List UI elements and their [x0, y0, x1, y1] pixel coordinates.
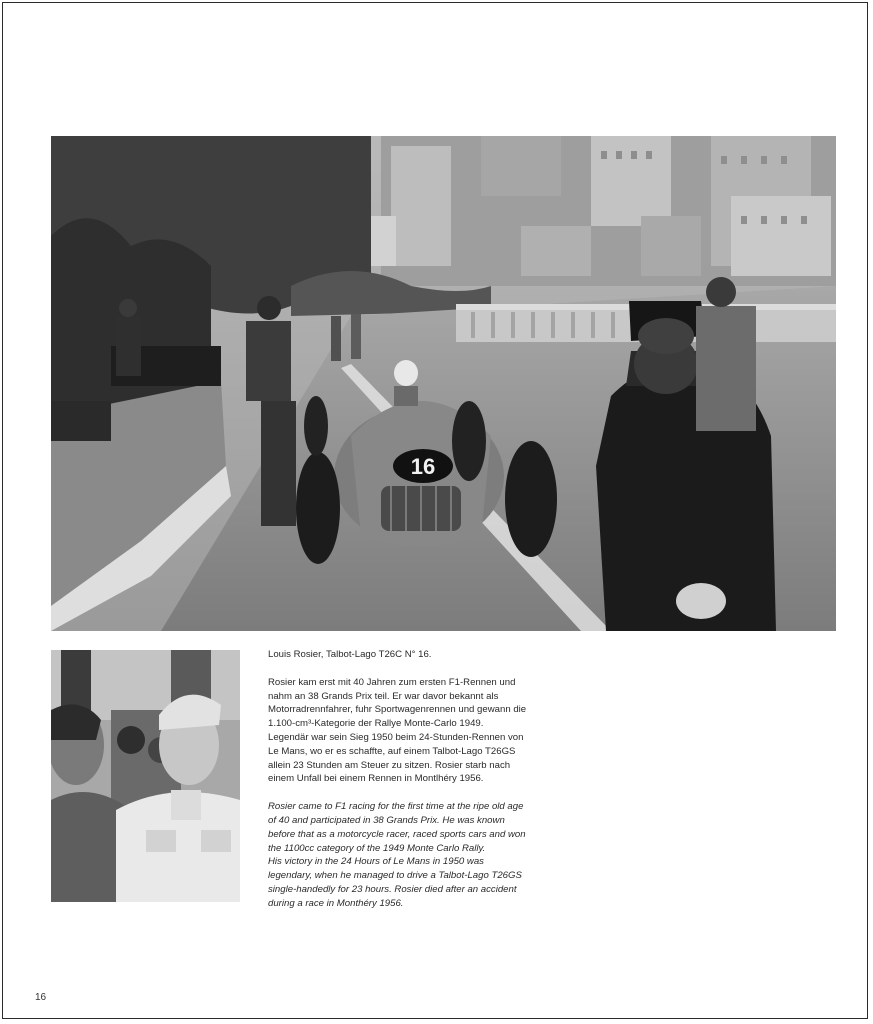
- page-number: 16: [35, 992, 47, 1003]
- german-text: [268, 676, 530, 786]
- english-text: [268, 800, 530, 910]
- english-paragraph-2: His victory in the 24 Hours of Le Mans in 1950 was legendary, when he managed to drive a Talbot-Lago T26GS single-handedly for 23 hours. Rosier died after an accident during a race in Monthéry 1956.: [268, 856, 522, 909]
- german-paragraph-2: Legendär war sein Sieg 1950 beim 24-Stunden-Rennen von Le Mans, wo er es schaffte, auf einem Talbot-Lago T26GS allein 23 Stunden am Steuer zu sitzen. Rosier starb nach einem Unfall bei einem Rennen in Montlhéry 1956.: [268, 731, 524, 785]
- car-number: 16: [410, 454, 436, 479]
- german-paragraph-1: Rosier kam erst mit 40 Jahren zum ersten F1-Rennen und nahm an 38 Grands Prix teil. Er war davor bekannt als Motorradrennfahrer, fuhr Sportwagenrennen und gewann die 1.100-cm³-Kategorie der Rallye Monte-Carlo 1949.: [268, 676, 527, 730]
- portrait-photo: [51, 650, 240, 902]
- english-paragraph-1: Rosier came to F1 racing for the first time at the ripe old age of 40 and participated in 38 Grands Prix. He was known before that as a motorcycle racer, raced sports cars and won the 1100cc category of the 1949 Monte Carlo Rally.: [268, 801, 526, 854]
- racing-car-photo: [51, 136, 836, 631]
- article-text: [268, 648, 530, 911]
- photo-caption: Louis Rosier, Talbot-Lago T26C N° 16.: [268, 649, 432, 660]
